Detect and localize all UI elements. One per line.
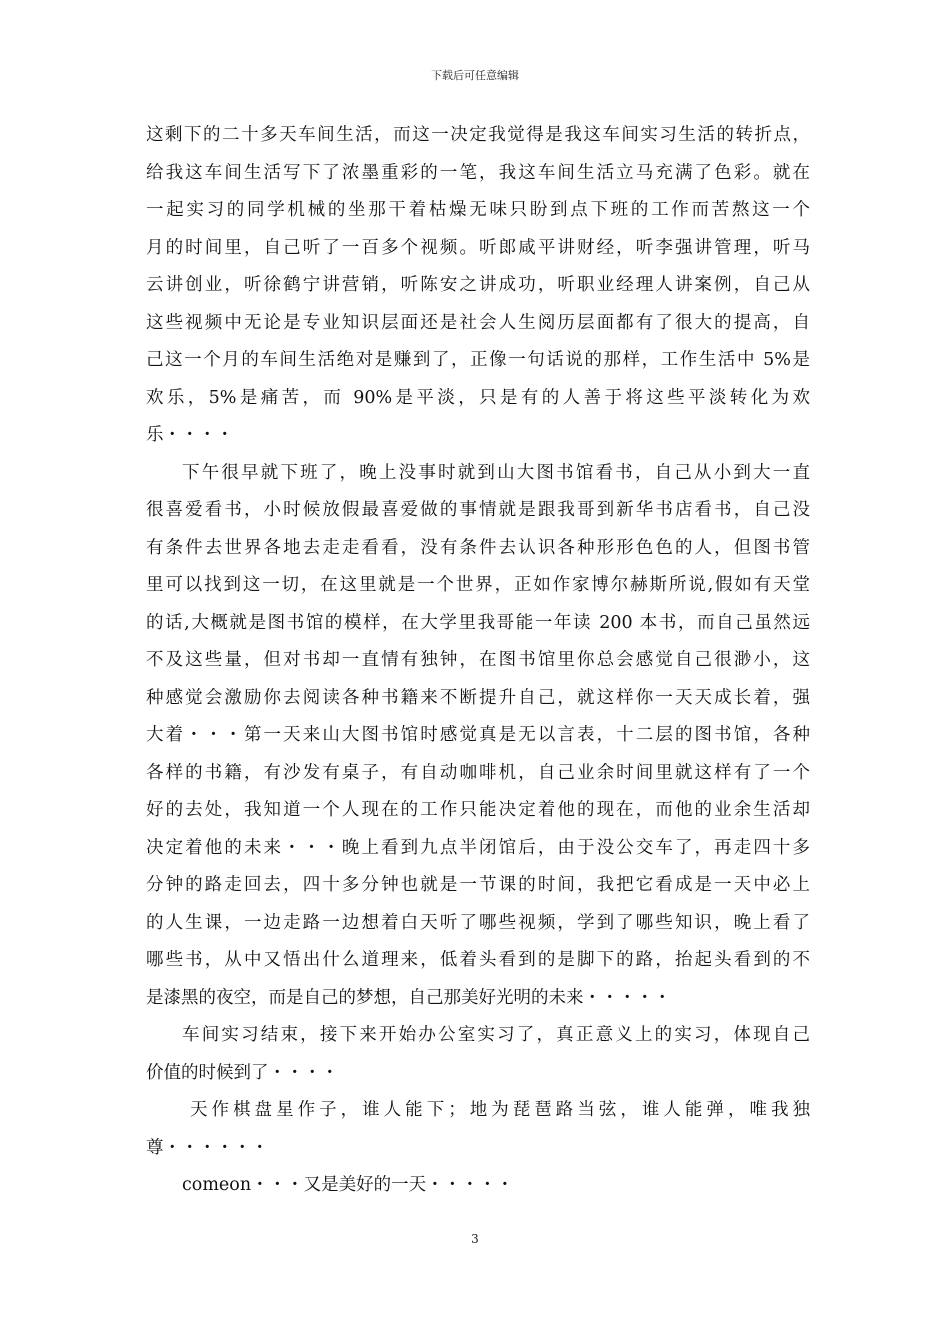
text-line: 价值的时候到了・・・・: [146, 1062, 339, 1083]
page-header: 下载后可任意编辑: [431, 69, 519, 82]
text-line: 各样的书籍，有沙发有桌子，有自动咖啡机，自己业余时间里就这样有了一个: [146, 762, 810, 783]
text-line: 不及这些量，但对书却一直情有独钟，在图书馆里你总会感觉自己很渺小，这: [146, 650, 810, 670]
text-line: 哪些书，从中又悟出什么道理来，低着头看到的是脚下的路，抬起头看到的不: [146, 950, 810, 970]
text-line: 的话,大概就是图书馆的模样，在大学里我哥能一年读 200 本书，而自己虽然远: [146, 612, 810, 633]
text-line: 云讲创业，听徐鹤宁讲营销，听陈安之讲成功，听职业经理人讲案例，自己从: [146, 275, 810, 295]
text-line: 乐・・・・: [146, 425, 234, 445]
text-line: 这剩下的二十多天车间生活，而这一决定我觉得是我这车间实习生活的转折点，: [146, 125, 810, 145]
text-line: 给我这车间生活写下了浓墨重彩的一笔，我这车间生活立马充满了色彩。就在: [146, 162, 810, 183]
document-body: [146, 117, 810, 1205]
text-line: 很喜爱看书，小时候放假最喜爱做的事情就是跟我哥到新华书店看书，自己没: [146, 500, 810, 520]
text-line: 欢乐，5%是痛苦，而 90%是平淡，只是有的人善于将这些平淡转化为欢: [146, 387, 810, 408]
text-line: 决定着他的未来・・・晚上看到九点半闭馆后，由于没公交车了，再走四十多: [146, 837, 810, 858]
text-line: 大着・・・第一天来山大图书馆时感觉真是无以言表，十二层的图书馆，各种: [146, 725, 810, 745]
text-line: 的人生课，一边走路一边想着白天听了哪些视频，学到了哪些知识，晚上看了: [146, 912, 810, 933]
page-number: 3: [471, 1232, 479, 1246]
text-line: 尊・・・・・・: [146, 1137, 269, 1158]
text-line: comeon・・・又是美好的一天・・・・・: [182, 1175, 514, 1195]
text-line: 车间实习结束，接下来开始办公室实习了，真正意义上的实习，体现自己: [182, 1025, 810, 1045]
text-line: 月的时间里，自己听了一百多个视频。听郎咸平讲财经，听李强讲管理，听马: [146, 237, 810, 258]
text-line: 分钟的路走回去，四十多分钟也就是一节课的时间，我把它看成是一天中必上: [146, 875, 810, 895]
text-line: 天作棋盘星作子，谁人能下；地为琵琶路当弦，谁人能弹，唯我独: [190, 1100, 810, 1120]
text-line: 这些视频中无论是专业知识层面还是社会人生阅历层面都有了很大的提高，自: [146, 312, 810, 333]
text-line: 种感觉会激励你去阅读各种书籍来不断提升自己，就这样你一天天成长着，强: [146, 687, 810, 708]
text-line: 己这一个月的车间生活绝对是赚到了，正像一句话说的那样，工作生活中 5%是: [146, 350, 810, 370]
text-line: 里可以找到这一切，在这里就是一个世界，正如作家博尔赫斯所说,假如有天堂: [146, 575, 810, 595]
text-line: 有条件去世界各地去走走看看，没有条件去认识各种形形色色的人，但图书管: [146, 537, 810, 558]
text-line: 一起实习的同学机械的坐那干着枯燥无味只盼到点下班的工作而苦熬这一个: [146, 200, 810, 220]
text-line: 下午很早就下班了，晚上没事时就到山大图书馆看书，自己从小到大一直: [182, 462, 810, 483]
text-line: 好的去处，我知道一个人现在的工作只能决定着他的现在，而他的业余生活却: [146, 800, 810, 820]
text-line: 是漆黑的夜空，而是自己的梦想，自己那美好光明的未来・・・・・: [146, 987, 671, 1008]
